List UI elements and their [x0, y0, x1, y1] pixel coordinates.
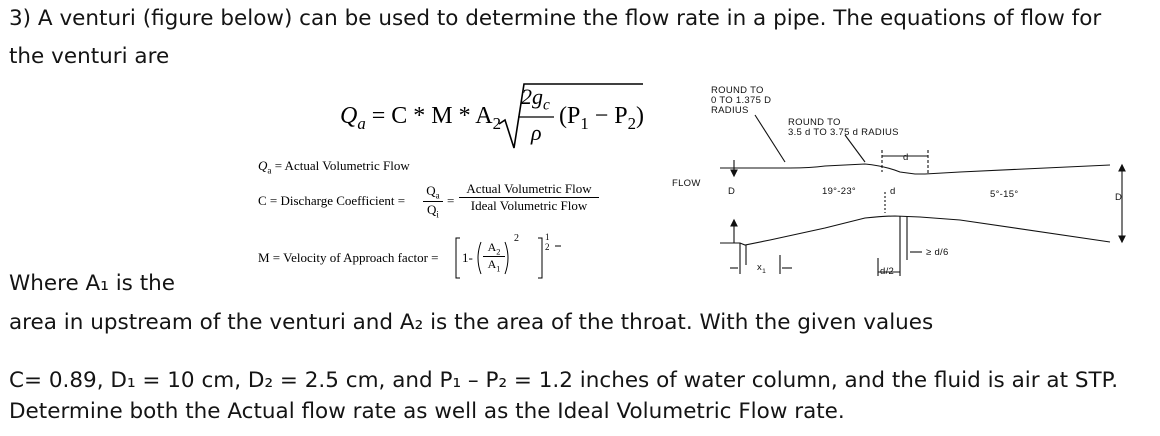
problem-line-2: the venturi are	[9, 44, 170, 69]
eq-fraction-numerator: $2g_c$	[521, 84, 550, 114]
m-exponent: 1 2	[545, 232, 550, 252]
label-d-throat-top: d	[903, 152, 909, 163]
m-square: 2	[514, 233, 519, 244]
def-c-label: C = Discharge Coefficient =	[258, 193, 406, 208]
tap-upstream	[740, 243, 746, 265]
label-d-over-6: ≥ d/6	[926, 247, 949, 258]
def-c-frac-words: Actual Volumetric Flow Ideal Volumetric Flow	[459, 181, 599, 214]
label-d-upstream: D	[728, 186, 736, 197]
label-d-throat: d	[890, 186, 896, 197]
eq-lhs: $Q_a$	[340, 103, 366, 133]
venturi-bottom-wall	[720, 216, 1110, 245]
label-x1: $x_1$	[757, 262, 767, 275]
m-area-ratio: $\frac{A_2}{A_1}$	[483, 240, 505, 274]
eq-fraction-denominator: ρ	[531, 120, 542, 145]
label-d-over-2: d/2	[880, 266, 895, 277]
label-angle-divergent: 5°-15°	[990, 189, 1019, 200]
flow-equation	[340, 103, 501, 134]
determine-line: Determine both the Actual flow rate as well as the Ideal Volumetric Flow rate.	[9, 399, 845, 424]
def-c-equals: =	[447, 193, 455, 208]
def-qa: $Q_a$ = Actual Volumetric Flow	[258, 158, 410, 176]
def-c-frac-q: $\frac{Q_a}{Q_i}$	[423, 183, 443, 219]
area-line: area in upstream of the venturi and A₂ is the area of the throat. With the given values	[9, 310, 934, 335]
def-m-label: M = Velocity of Approach factor =	[258, 250, 439, 265]
label-round-throat: ROUND TO 3.5 d TO 3.75 d RADIUS	[788, 117, 899, 138]
label-angle-convergent: 19°-23°	[822, 186, 856, 197]
label-round-inlet: ROUND TO 0 TO 1.375 D RADIUS	[711, 85, 772, 116]
given-values-line: C= 0.89, D₁ = 10 cm, D₂ = 2.5 cm, and P₁ – P₂ = 1.2 inches of water column, and the fluid is air at STP.	[9, 368, 1119, 393]
where-line: Where A₁ is the	[9, 271, 175, 296]
venturi-top-wall	[720, 164, 1110, 174]
label-flow: FLOW	[672, 178, 701, 189]
tap-throat	[900, 216, 907, 260]
eq-pressure-difference: $(P_1 - P_2)$	[559, 103, 645, 133]
label-d-downstream: D	[1115, 192, 1123, 203]
eq-rhs-start: = C * M * $A_2$	[371, 103, 502, 133]
problem-line-1: 3) A venturi (figure below) can be used to determine the flow rate in a pipe. The equations of flow for	[9, 6, 1102, 31]
m-one-minus: 1-	[462, 250, 473, 265]
